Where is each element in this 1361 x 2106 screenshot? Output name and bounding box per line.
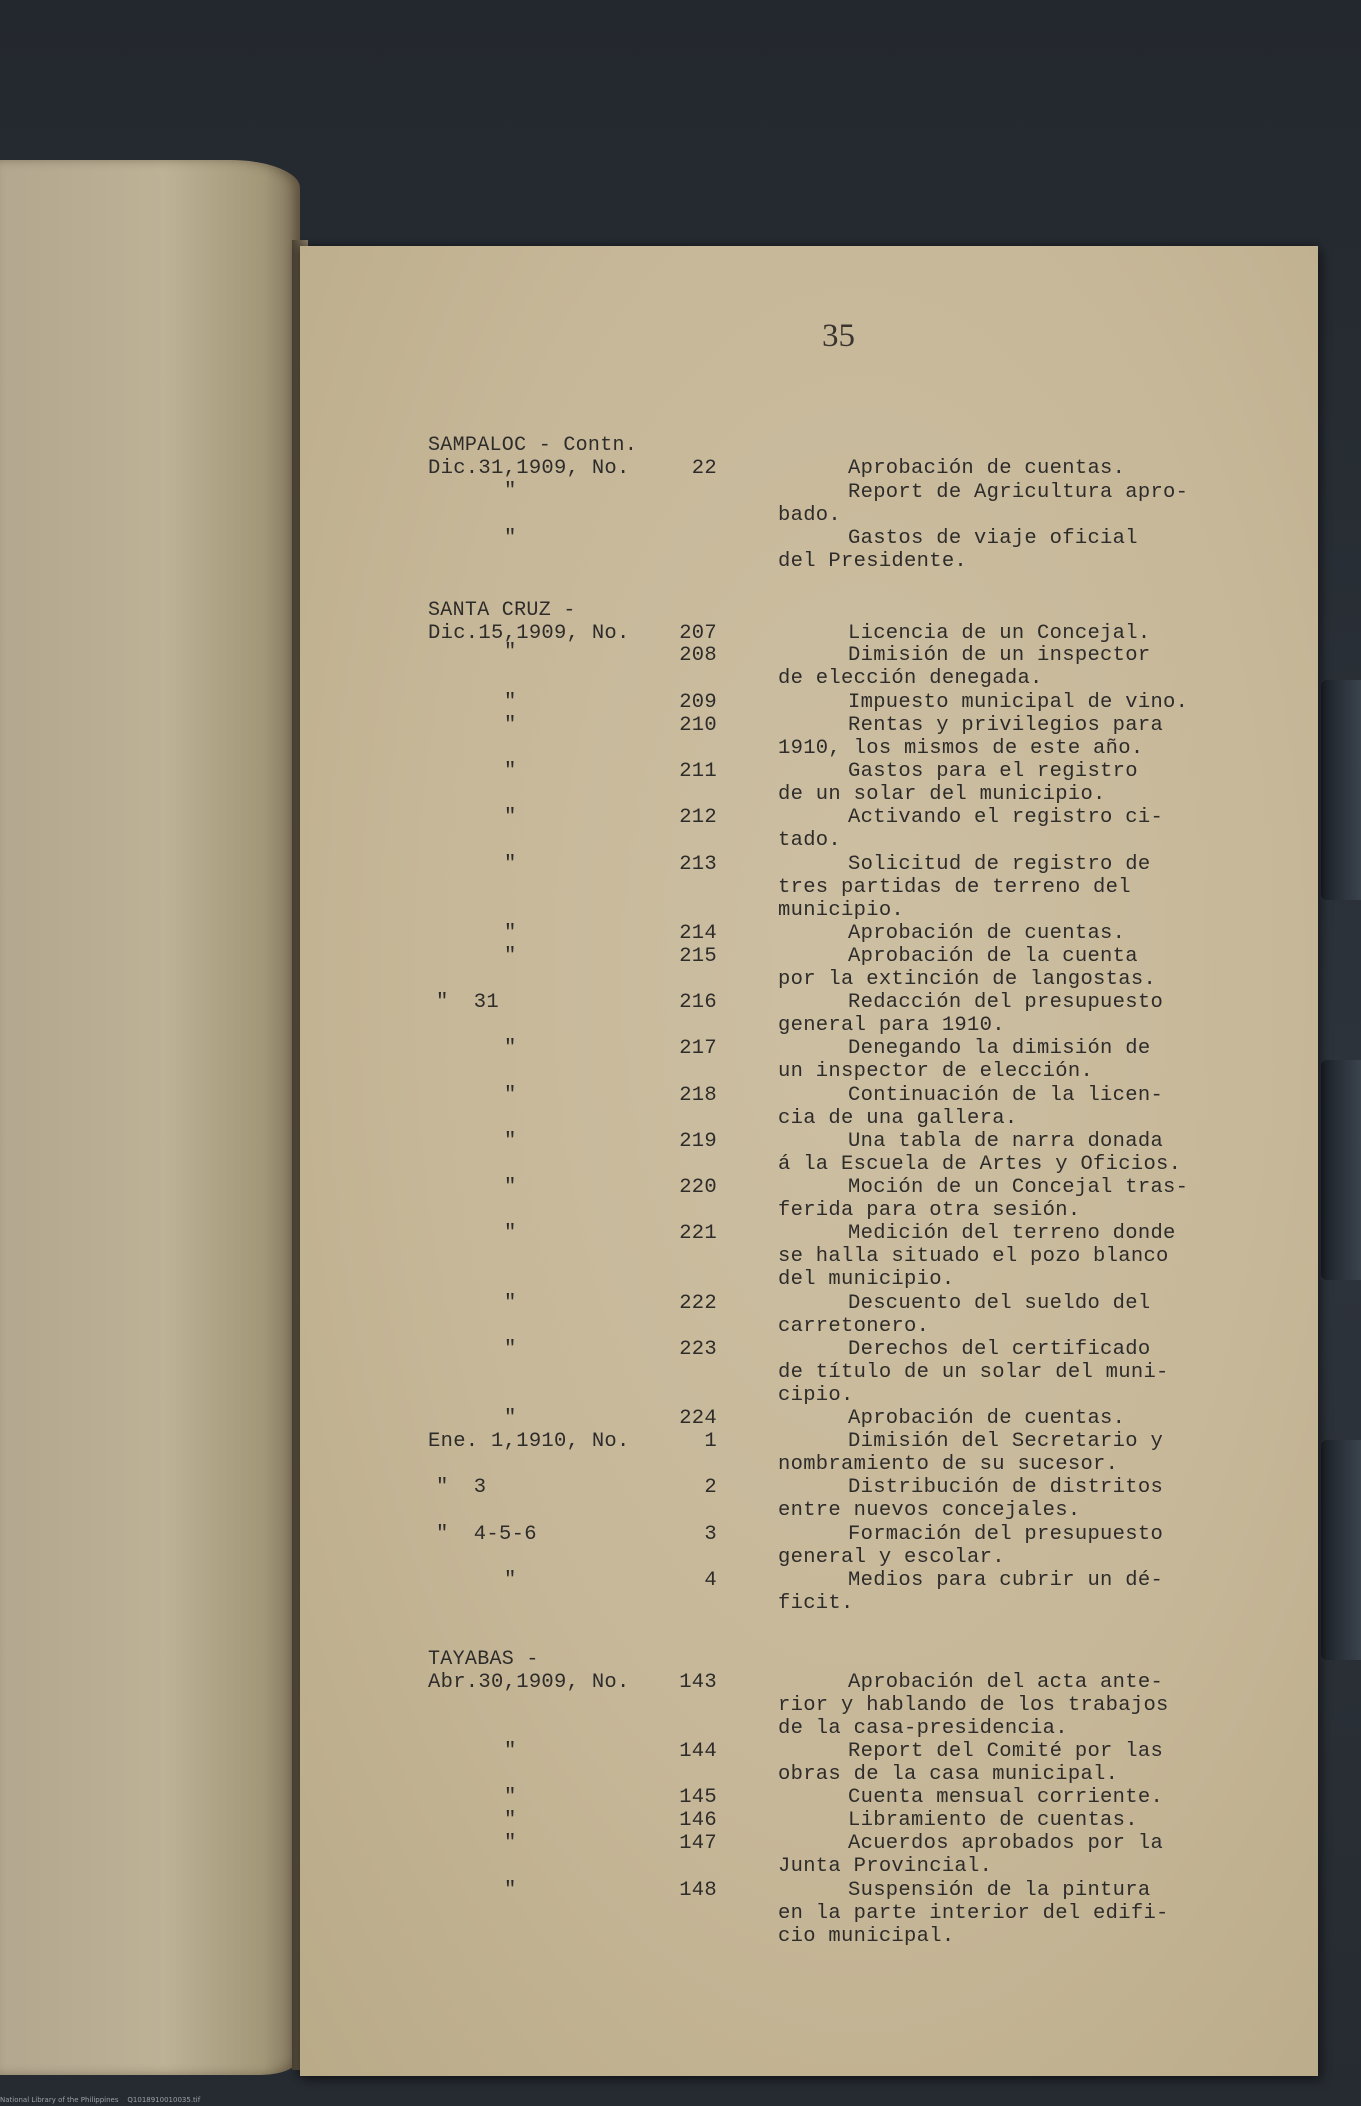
resolution-subject-cont: Junta Provincial. [778,1855,993,1878]
resolution-number: 221 [679,1222,717,1245]
session-date: Ene. 1,1910, No. [428,1430,630,1453]
resolution-subject: Medición del terreno donde [848,1222,1176,1245]
resolution-number: 216 [679,991,717,1014]
resolution-number: 207 [679,622,717,645]
resolution-subject: Suspensión de la pintura [848,1879,1151,1902]
ditto-mark: " [504,1222,517,1245]
scan-footer [0,2096,200,2104]
resolution-subject: Gastos de viaje oficial [848,527,1138,550]
resolution-subject: Aprobación de la cuenta [848,945,1138,968]
session-date: Dic.15,1909, No. [428,622,630,645]
resolution-number: 217 [679,1037,717,1060]
ditto-mark: " [504,853,517,876]
resolution-subject-cont: cia de una gallera. [778,1107,1018,1130]
resolution-number: 215 [679,945,717,968]
ditto-mark: " [504,1407,517,1430]
binder-tab [1321,1060,1361,1280]
ditto-mark: " [504,922,517,945]
resolution-subject-cont: del municipio. [778,1268,955,1291]
resolution-subject-cont: ferida para otra sesión. [778,1199,1081,1222]
resolution-subject: Libramiento de cuentas. [848,1809,1138,1832]
ditto-mark: " [504,1809,517,1832]
resolution-number: 218 [679,1084,717,1107]
resolution-subject-cont: nombramiento de su sucesor. [778,1453,1119,1476]
session-date: Dic.31,1909, No. [428,457,630,480]
resolution-subject: Acuerdos aprobados por la [848,1832,1164,1855]
resolution-subject-cont: bado. [778,504,842,527]
resolution-subject-cont: tado. [778,829,842,852]
resolution-subject-cont: obras de la casa municipal. [778,1763,1119,1786]
resolution-number: 209 [679,691,717,714]
ditto-day: " 3 [436,1476,487,1499]
resolution-number: 146 [679,1809,717,1832]
resolution-number: 147 [679,1832,717,1855]
ditto-mark: " [504,1037,517,1060]
ditto-mark: " [504,1084,517,1107]
resolution-subject: Impuesto municipal de vino. [848,691,1189,714]
resolution-number: 145 [679,1786,717,1809]
town-heading: SAMPALOC - Contn. [428,434,638,457]
resolution-subject-cont: á la Escuela de Artes y Oficios. [778,1153,1182,1176]
resolution-subject: Report de Agricultura apro- [848,481,1189,504]
resolution-subject: Distribución de distritos [848,1476,1164,1499]
session-date: Abr.30,1909, No. [428,1671,630,1694]
resolution-subject-cont: ficit. [778,1592,854,1615]
resolution-number: 214 [679,922,717,945]
ditto-mark: " [504,714,517,737]
ditto-day: " 31 [436,991,500,1014]
resolution-subject: Dimisión del Secretario y [848,1430,1164,1453]
resolution-subject: Redacción del presupuesto [848,991,1164,1014]
resolution-subject-cont: del Presidente. [778,550,968,573]
ditto-mark: " [504,1740,517,1763]
resolution-subject: Aprobación de cuentas. [848,457,1126,480]
resolution-number: 212 [679,806,717,829]
resolution-subject-cont: entre nuevos concejales. [778,1499,1081,1522]
ditto-mark: " [504,945,517,968]
resolution-number: 220 [679,1176,717,1199]
ditto-mark: " [504,641,517,664]
resolution-subject-cont: general para 1910. [778,1014,1005,1037]
ditto-mark: " [504,1832,517,1855]
resolution-subject: Continuación de la licen- [848,1084,1164,1107]
resolution-subject: Moción de un Concejal tras- [848,1176,1189,1199]
ditto-mark: " [504,480,517,503]
town-heading: SANTA CRUZ - [428,599,576,622]
resolution-subject: Solicitud de registro de [848,853,1151,876]
resolution-subject: Cuenta mensual corriente. [848,1786,1164,1809]
resolution-number: 224 [679,1407,717,1430]
resolution-subject: Licencia de un Concejal. [848,622,1151,645]
resolution-subject: Una tabla de narra donada [848,1130,1164,1153]
resolution-number: 143 [679,1671,717,1694]
page-number: 35 [822,318,855,354]
resolution-subject-cont: de título de un solar del muni- [778,1361,1169,1384]
resolution-number: 213 [679,853,717,876]
resolution-number: 3 [704,1523,717,1546]
ditto-mark: " [504,1786,517,1809]
binder-tab [1321,680,1361,900]
resolution-subject-cont: cio municipal. [778,1925,955,1948]
binder-tab [1321,1440,1361,1660]
resolution-subject-cont: de elección denegada. [778,667,1043,690]
resolution-subject-cont: cipio. [778,1384,854,1407]
resolution-subject: Report del Comité por las [848,1740,1164,1763]
resolution-subject-cont: en la parte interior del edifi- [778,1902,1169,1925]
resolution-subject-cont: de un solar del municipio. [778,783,1106,806]
left-page [0,160,300,2075]
ditto-mark: " [504,760,517,783]
ditto-mark: " [504,1338,517,1361]
resolution-number: 4 [704,1569,717,1592]
resolution-subject-cont: carretonero. [778,1315,930,1338]
resolution-subject-cont: por la extinción de langostas. [778,968,1157,991]
ditto-mark: " [504,1130,517,1153]
resolution-subject: Medios para cubrir un dé- [848,1569,1164,1592]
resolution-subject: Denegando la dimisión de [848,1037,1151,1060]
resolution-number: 223 [679,1338,717,1361]
ditto-mark: " [504,806,517,829]
ditto-mark: " [504,1879,517,1902]
resolution-subject-cont: tres partidas de terreno del [778,876,1131,899]
resolution-number: 148 [679,1879,717,1902]
resolution-number: 210 [679,714,717,737]
resolution-subject-cont: de la casa-presidencia. [778,1717,1068,1740]
ditto-mark: " [504,1292,517,1315]
footer-text: National Library of the Philippines [0,2096,119,2104]
ditto-mark: " [504,1569,517,1592]
resolution-subject: Gastos para el registro [848,760,1138,783]
town-heading: TAYABAS - [428,1648,539,1671]
resolution-subject: Dimisión de un inspector [848,644,1151,667]
resolution-subject: Aprobación de cuentas. [848,1407,1126,1430]
resolution-number: 208 [679,644,717,667]
resolution-subject: Aprobación de cuentas. [848,922,1126,945]
resolution-subject-cont: se halla situado el pozo blanco [778,1245,1169,1268]
resolution-subject: Derechos del certificado [848,1338,1151,1361]
ditto-mark: " [504,527,517,550]
resolution-number: 1 [704,1430,717,1453]
resolution-subject-cont: un inspector de elección. [778,1060,1094,1083]
resolution-subject-cont: 1910, los mismos de este año. [778,737,1144,760]
resolution-subject: Aprobación del acta ante- [848,1671,1164,1694]
resolution-subject-cont: general y escolar. [778,1546,1005,1569]
resolution-number: 22 [691,457,717,480]
resolution-subject: Rentas y privilegios para [848,714,1164,737]
footer-code: Q1018910010035.tif [127,2096,201,2104]
resolution-number: 222 [679,1292,717,1315]
resolution-number: 211 [679,760,717,783]
ditto-day: " 4-5-6 [436,1523,537,1546]
resolution-subject-cont: rior y hablando de los trabajos [778,1694,1169,1717]
resolution-subject: Formación del presupuesto [848,1523,1164,1546]
resolution-number: 2 [704,1476,717,1499]
resolution-subject-cont: municipio. [778,899,905,922]
ditto-mark: " [504,691,517,714]
ditto-mark: " [504,1176,517,1199]
resolution-number: 144 [679,1740,717,1763]
resolution-subject: Descuento del sueldo del [848,1292,1151,1315]
resolution-number: 219 [679,1130,717,1153]
resolution-subject: Activando el registro ci- [848,806,1164,829]
